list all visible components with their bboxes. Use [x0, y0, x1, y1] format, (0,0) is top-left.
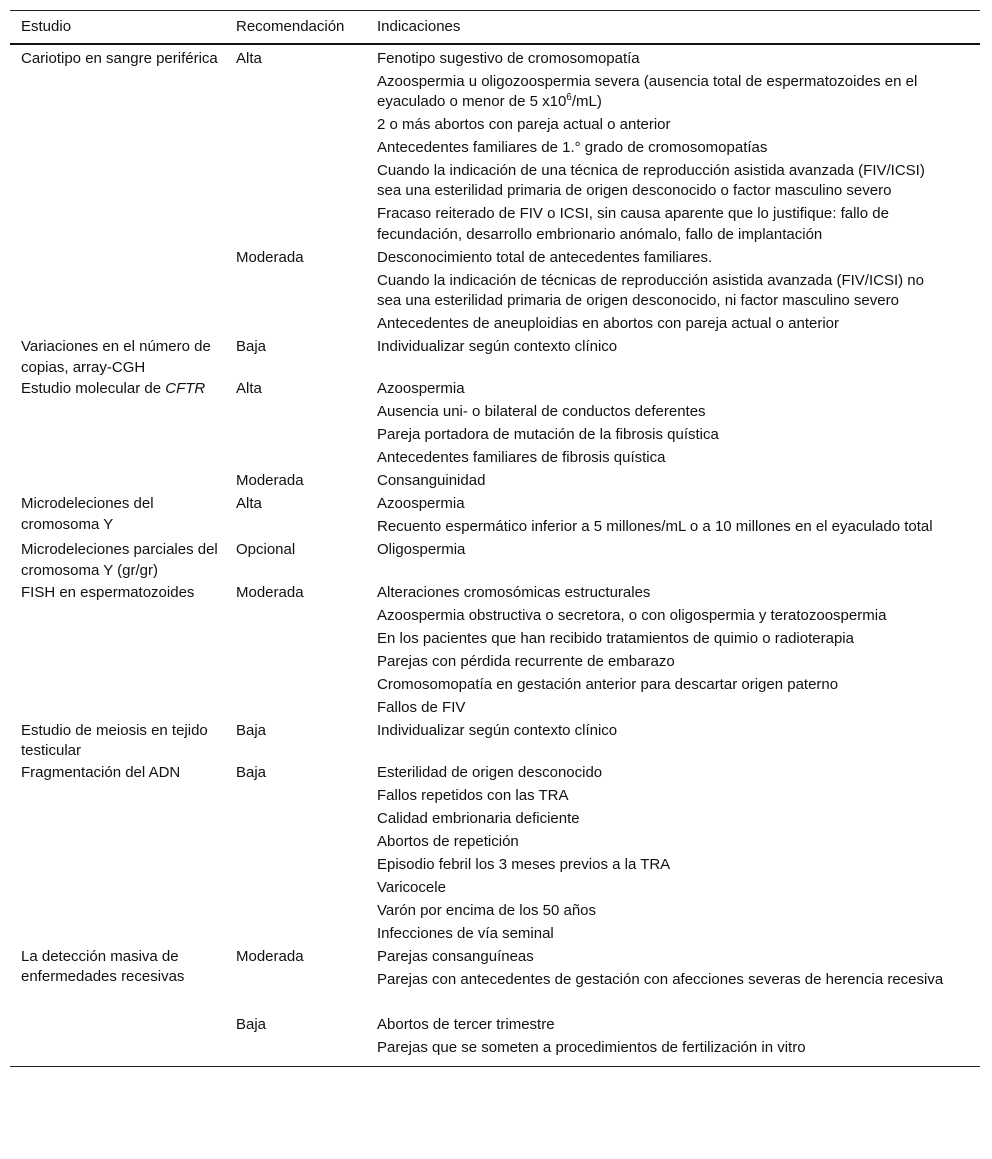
indication-item: Parejas con pérdida recurrente de embarazo: [377, 652, 675, 670]
indication-item: Varón por encima de los 50 años: [377, 902, 597, 920]
recommendation-group: [236, 470, 980, 493]
indication-item: Episodio febril los 3 meses previos a la TRA: [377, 856, 671, 874]
recommendation-group: [236, 1014, 980, 1060]
indication-item: Abortos de repetición: [377, 833, 519, 851]
recommendation-group: [236, 378, 980, 470]
recommendation-cell: Moderada: [236, 948, 304, 966]
recommendation-cell: Baja: [236, 764, 267, 782]
table-body: [10, 45, 980, 1066]
table-header: [10, 11, 980, 45]
recommendation-group: [236, 493, 980, 539]
recommendation-group: [236, 336, 980, 359]
indication-item: Cromosomopatía en gestación anterior para descartar origen paterno: [377, 675, 839, 693]
indication-item: Parejas con antecedentes de gestación con afecciones severas de herencia recesiva: [377, 971, 944, 989]
header-recomendacion: Recomendación: [236, 18, 345, 35]
indication-item: Fenotipo sugestivo de cromosomopatía: [377, 49, 640, 67]
indication-item: Infecciones de vía seminal: [377, 925, 554, 943]
recommendation-cell: Baja: [236, 721, 267, 739]
indication-item: Azoospermia obstructiva o secretora, o con oligospermia y teratozoospermia: [377, 606, 887, 624]
recommendation-cell: Opcional: [236, 541, 296, 559]
indication-item: Cuando la indicación de una técnica de reproducción asistida avanzada (FIV/ICSI) sea una esterilidad primaria de origen desconocido o factor masculino severo: [377, 161, 925, 200]
recommendation-cell: Alta: [236, 380, 262, 398]
indication-item: Desconocimiento total de antecedentes familiares.: [377, 248, 713, 266]
table-row: [10, 378, 980, 493]
superscript-exponent: 6: [566, 91, 572, 103]
study-cell: Microdeleciones parciales del cromosoma Y (gr/gr): [21, 541, 218, 579]
indication-text-unit: /mL): [571, 92, 602, 110]
study-cell: FISH en espermatozoides: [21, 583, 195, 601]
study-cell: [10, 378, 236, 493]
study-text: Estudio molecular de: [21, 380, 166, 398]
indication-item: En los pacientes que han recibido tratamientos de quimio o radioterapia: [377, 629, 854, 647]
indication-item: [377, 70, 952, 113]
study-cell: Cariotipo en sangre periférica: [21, 49, 218, 67]
indication-item: Esterilidad de origen desconocido: [377, 764, 603, 782]
row-spacer: [377, 992, 952, 1014]
indication-item: 2 o más abortos con pareja actual o anterior: [377, 115, 671, 133]
recommendation-group: [236, 719, 980, 742]
indication-item: Alteraciones cromosómicas estructurales: [377, 583, 651, 601]
indication-item: Antecedentes de aneuploidias en abortos con pareja actual o anterior: [377, 315, 839, 333]
indication-item: Recuento espermático inferior a 5 millones/mL o a 10 millones en el eyaculado total: [377, 518, 933, 536]
indication-item: Consanguinidad: [377, 472, 486, 490]
table-row: [10, 336, 980, 378]
indication-text: Azoospermia u oligozoospermia severa (ausencia total de espermatozoides en el eyaculado o menor de 5 x10: [377, 72, 918, 110]
recommendation-group: [236, 762, 980, 946]
indication-item: Fallos repetidos con las TRA: [377, 787, 569, 805]
study-cell: Estudio de meiosis en tejido testicular: [21, 721, 208, 760]
study-cell: Fragmentación del ADN: [21, 764, 181, 782]
indication-item: Varicocele: [377, 879, 446, 897]
gene-name: CFTR: [165, 380, 206, 398]
indication-item: Oligospermia: [377, 541, 466, 559]
recommendation-cell: Baja: [236, 1016, 267, 1034]
study-cell: Variaciones en el número de copias, array-CGH: [21, 338, 211, 376]
table-row: [10, 762, 980, 946]
recommendation-group: [236, 246, 980, 335]
study-cell: La detección masiva de enfermedades recesivas: [21, 948, 185, 986]
recommendation-group: [236, 946, 980, 1014]
indication-item: Antecedentes familiares de 1.° grado de cromosomopatías: [377, 138, 768, 156]
table-row: [10, 493, 980, 539]
indication-item: Parejas consanguíneas: [377, 948, 534, 966]
indication-item: Calidad embrionaria deficiente: [377, 810, 580, 828]
indication-item: Antecedentes familiares de fibrosis quística: [377, 449, 666, 467]
recommendation-group: [236, 581, 980, 719]
table-row: [10, 719, 980, 761]
recommendation-group: [236, 539, 980, 562]
indication-item: Fallos de FIV: [377, 698, 466, 716]
recommendation-cell: Moderada: [236, 583, 304, 601]
indication-item: Individualizar según contexto clínico: [377, 338, 618, 356]
recommendations-table: [10, 10, 980, 1067]
recommendation-cell: Alta: [236, 49, 262, 67]
recommendation-cell: Moderada: [236, 472, 304, 490]
indication-item: Cuando la indicación de técnicas de reproducción asistida avanzada (FIV/ICSI) no sea una esterilidad primaria de origen desconocido, ni factor masculino severo: [377, 271, 924, 310]
recommendation-cell: Moderada: [236, 248, 304, 266]
indication-item: Individualizar según contexto clínico: [377, 721, 618, 739]
indication-item: Abortos de tercer trimestre: [377, 1016, 555, 1034]
table-row: [10, 539, 980, 581]
table-row: [10, 946, 980, 1060]
recommendation-cell: Baja: [236, 338, 267, 356]
table-row: [10, 581, 980, 719]
table-row: [10, 47, 980, 336]
indication-item: Azoospermia: [377, 495, 465, 513]
indication-item: Pareja portadora de mutación de la fibrosis quística: [377, 426, 719, 444]
indication-item: Ausencia uni- o bilateral de conductos deferentes: [377, 403, 706, 421]
indication-item: Parejas que se someten a procedimientos de fertilización in vitro: [377, 1039, 806, 1057]
recommendation-cell: Alta: [236, 495, 262, 513]
study-cell: Microdeleciones del cromosoma Y: [21, 495, 154, 533]
header-estudio: Estudio: [21, 18, 72, 35]
indication-item: Fracaso reiterado de FIV o ICSI, sin causa aparente que lo justifique: fallo de fecundación, desarrollo embrionario anómalo, fallo de implantación: [377, 205, 889, 243]
header-indicaciones: Indicaciones: [377, 18, 461, 35]
indication-item: Azoospermia: [377, 380, 465, 398]
recommendation-group: [236, 47, 980, 246]
